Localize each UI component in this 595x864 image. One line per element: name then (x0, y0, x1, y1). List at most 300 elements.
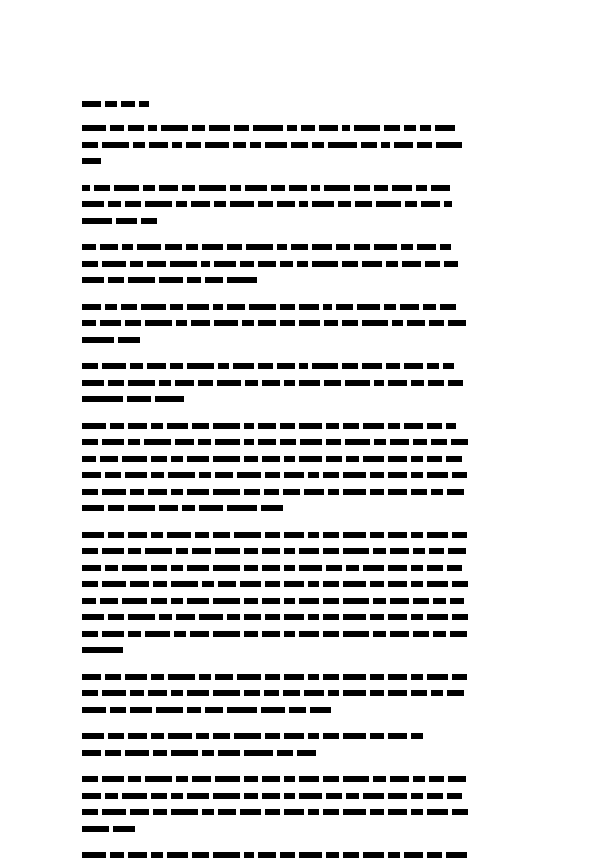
redacted-word (182, 505, 196, 511)
paragraph (82, 180, 513, 230)
redacted-word (155, 396, 185, 402)
redacted-word (284, 456, 295, 462)
redacted-word (250, 142, 261, 148)
redacted-word (244, 423, 255, 429)
redacted-word (122, 244, 133, 250)
redacted-word (110, 125, 124, 131)
redacted-word (170, 261, 197, 267)
text-line (82, 137, 513, 154)
redacted-word (215, 674, 233, 680)
redacted-word (447, 489, 465, 495)
redacted-word (411, 565, 423, 571)
redacted-word (416, 185, 427, 191)
redacted-word (299, 776, 319, 782)
redacted-word (284, 598, 295, 604)
redacted-word (244, 489, 260, 495)
redacted-word (280, 261, 294, 267)
redacted-word (361, 142, 377, 148)
redacted-word (271, 185, 286, 191)
text-line (82, 153, 513, 170)
redacted-word (149, 142, 168, 148)
redacted-word (144, 439, 171, 445)
redacted-word (343, 809, 366, 815)
redacted-word (125, 320, 141, 326)
redacted-word (191, 201, 210, 207)
redacted-word (299, 363, 308, 369)
redacted-word (284, 565, 295, 571)
redacted-word (82, 125, 106, 131)
redacted-word (108, 277, 124, 283)
redacted-word (187, 489, 209, 495)
redacted-word (82, 614, 104, 620)
redacted-word (128, 776, 142, 782)
redacted-word (363, 565, 383, 571)
redacted-word (388, 489, 407, 495)
redacted-word (234, 532, 261, 538)
redacted-word (110, 707, 126, 713)
redacted-word (82, 277, 104, 283)
redacted-word (357, 304, 380, 310)
redacted-word (299, 793, 322, 799)
redacted-word (258, 320, 276, 326)
redacted-word (82, 363, 98, 369)
redacted-word (277, 244, 286, 250)
redacted-word (102, 776, 124, 782)
text-line (82, 120, 513, 137)
redacted-word (363, 793, 383, 799)
redacted-word (244, 631, 259, 637)
redacted-word (130, 707, 152, 713)
redacted-word (433, 631, 445, 637)
redacted-word (311, 185, 320, 191)
redacted-word (405, 201, 417, 207)
redacted-word (82, 158, 101, 164)
text-line (82, 196, 513, 213)
redacted-word (370, 733, 384, 739)
redacted-word (190, 631, 209, 637)
redacted-word (446, 852, 468, 858)
redacted-word (127, 396, 151, 402)
redacted-word (324, 380, 340, 386)
redacted-word (440, 304, 456, 310)
redacted-word (196, 733, 208, 739)
redacted-word (427, 809, 449, 815)
redacted-word (148, 690, 167, 696)
text-line (82, 609, 513, 626)
redacted-word (258, 423, 276, 429)
redacted-word (427, 456, 442, 462)
redacted-word (100, 244, 119, 250)
redacted-word (145, 776, 172, 782)
redacted-word (205, 277, 224, 283)
redacted-word (450, 631, 468, 637)
redacted-word (443, 363, 454, 369)
text-line (82, 642, 513, 659)
redacted-word (300, 439, 322, 445)
redacted-word (82, 423, 106, 429)
redacted-word (326, 793, 342, 799)
redacted-word (363, 456, 383, 462)
redacted-word (262, 548, 280, 554)
redacted-word (230, 185, 241, 191)
redacted-word (213, 304, 224, 310)
redacted-word (171, 809, 198, 815)
redacted-word (343, 423, 359, 429)
redacted-word (141, 304, 165, 310)
redacted-word (354, 185, 370, 191)
redacted-word (354, 125, 380, 131)
redacted-word (404, 423, 423, 429)
redacted-word (118, 337, 140, 343)
redacted-word (370, 690, 384, 696)
redacted-word (346, 456, 360, 462)
redacted-word (215, 548, 239, 554)
redacted-word (265, 809, 280, 815)
redacted-word (370, 614, 384, 620)
text-line (82, 847, 513, 864)
redacted-word (245, 380, 259, 386)
redacted-word (448, 776, 466, 782)
redacted-word (284, 614, 304, 620)
redacted-word (82, 631, 98, 637)
redacted-word (244, 548, 259, 554)
redacted-word (326, 423, 340, 429)
redacted-word (261, 707, 285, 713)
paragraph (82, 358, 513, 408)
redacted-word (388, 380, 407, 386)
redacted-word (388, 674, 407, 680)
redacted-word (343, 852, 359, 858)
redacted-word (148, 489, 167, 495)
redacted-word (151, 423, 163, 429)
redacted-word (388, 532, 407, 538)
redacted-word (427, 363, 439, 369)
redacted-word (209, 125, 231, 131)
redacted-word (400, 304, 419, 310)
redacted-word (362, 320, 388, 326)
redacted-word (145, 201, 172, 207)
redacted-word (133, 142, 145, 148)
redacted-word (346, 565, 360, 571)
redacted-word (413, 439, 427, 445)
redacted-word (105, 304, 117, 310)
redacted-word (381, 142, 390, 148)
redacted-word (153, 809, 167, 815)
redacted-word (217, 380, 241, 386)
redacted-word (447, 690, 465, 696)
redacted-word (299, 598, 319, 604)
redacted-word (308, 733, 319, 739)
redacted-word (151, 472, 165, 478)
redacted-word (363, 423, 383, 429)
redacted-word (299, 631, 319, 637)
redacted-word (411, 809, 423, 815)
redacted-word (323, 472, 339, 478)
redacted-word (343, 733, 366, 739)
redacted-word (284, 776, 295, 782)
redacted-word (176, 614, 195, 620)
section-heading (82, 96, 513, 120)
redacted-word (283, 690, 301, 696)
redacted-word (141, 218, 157, 224)
redacted-word (82, 776, 98, 782)
redacted-word (284, 809, 304, 815)
text-line (82, 626, 513, 643)
redacted-word (376, 201, 402, 207)
text-line (82, 418, 513, 435)
redacted-word (262, 776, 280, 782)
text-line (82, 358, 513, 375)
redacted-word (345, 380, 371, 386)
redacted-word (342, 320, 358, 326)
redacted-word (137, 244, 161, 250)
redacted-word (105, 674, 121, 680)
redacted-word (187, 690, 209, 696)
redacted-word (388, 614, 407, 620)
redacted-word (143, 185, 155, 191)
redacted-word (102, 142, 129, 148)
redacted-word (390, 598, 409, 604)
redacted-word (182, 185, 196, 191)
redacted-word (388, 565, 407, 571)
redacted-word (374, 185, 388, 191)
redacted-word (299, 456, 322, 462)
redacted-word (128, 439, 140, 445)
redacted-word (245, 185, 267, 191)
redacted-word (343, 472, 366, 478)
redacted-word (326, 852, 340, 858)
redacted-word (175, 380, 194, 386)
redacted-word (388, 472, 407, 478)
redacted-word (145, 631, 169, 637)
redacted-word (82, 304, 101, 310)
redacted-word (213, 565, 240, 571)
redacted-word (240, 581, 262, 587)
redacted-word (284, 631, 295, 637)
redacted-word (433, 598, 445, 604)
redacted-word (151, 674, 165, 680)
redacted-word (261, 505, 283, 511)
redacted-word (343, 532, 366, 538)
redacted-word (171, 750, 198, 756)
text-line (82, 788, 513, 805)
redacted-word (388, 809, 407, 815)
redacted-word (130, 581, 149, 587)
redacted-word (122, 456, 146, 462)
redacted-word (319, 125, 338, 131)
redacted-word (176, 320, 187, 326)
redacted-word (343, 489, 366, 495)
redacted-word (388, 793, 407, 799)
redacted-word (289, 707, 305, 713)
redacted-word (304, 690, 324, 696)
text-line (82, 745, 513, 762)
redacted-word (213, 489, 240, 495)
redacted-word (308, 614, 319, 620)
redacted-word (171, 456, 183, 462)
text-line (82, 500, 513, 517)
text-line (82, 180, 513, 197)
redacted-word (308, 532, 319, 538)
redacted-word (336, 244, 350, 250)
redacted-word (411, 456, 423, 462)
paragraph (82, 771, 513, 837)
redacted-word (102, 631, 124, 637)
redacted-word (121, 304, 137, 310)
redacted-word (82, 489, 98, 495)
redacted-word (374, 244, 397, 250)
redacted-word (195, 532, 209, 538)
redacted-word (214, 261, 236, 267)
redacted-word (168, 472, 195, 478)
redacted-word (191, 320, 210, 326)
redacted-word (323, 674, 339, 680)
redacted-word (82, 244, 96, 250)
redacted-word (388, 581, 407, 587)
redacted-word (343, 776, 369, 782)
redacted-word (201, 261, 210, 267)
redacted-word (417, 142, 432, 148)
redacted-word (233, 363, 255, 369)
redacted-word (108, 532, 124, 538)
redacted-word (452, 472, 467, 478)
redacted-word (258, 201, 273, 207)
redacted-word (113, 826, 135, 832)
text-line (82, 728, 513, 745)
redacted-word (324, 320, 338, 326)
redacted-word (82, 337, 114, 343)
redacted-word (323, 733, 339, 739)
redacted-word (213, 456, 240, 462)
redacted-word (151, 852, 163, 858)
redacted-word (82, 439, 98, 445)
redacted-word (159, 185, 178, 191)
redacted-word (187, 598, 209, 604)
redacted-word (373, 631, 387, 637)
redacted-word (392, 320, 403, 326)
text-line (82, 576, 513, 593)
redacted-word (373, 548, 387, 554)
redacted-word (186, 142, 201, 148)
redacted-word (82, 852, 106, 858)
redacted-word (299, 320, 321, 326)
text-line (82, 239, 513, 256)
redacted-word (370, 581, 384, 587)
redacted-word (431, 185, 450, 191)
redacted-word (308, 809, 319, 815)
redacted-word (102, 581, 126, 587)
redacted-word (249, 304, 276, 310)
redacted-word (244, 598, 259, 604)
text-line (82, 771, 513, 788)
redacted-word (312, 244, 332, 250)
redacted-word (429, 548, 444, 554)
redacted-word (199, 185, 226, 191)
text-line (82, 375, 513, 392)
redacted-word (394, 142, 413, 148)
redacted-word (128, 125, 144, 131)
redacted-word (262, 631, 280, 637)
redacted-word (82, 261, 98, 267)
redacted-word (284, 532, 304, 538)
redacted-word (411, 532, 423, 538)
redacted-word (427, 674, 449, 680)
redacted-word (384, 125, 400, 131)
redacted-word (122, 598, 146, 604)
redacted-word (262, 598, 280, 604)
redacted-word (411, 489, 427, 495)
redacted-word (165, 244, 181, 250)
redacted-word (244, 439, 255, 445)
redacted-word (82, 674, 101, 680)
redacted-word (446, 423, 457, 429)
redacted-word (128, 532, 147, 538)
redacted-word (199, 505, 223, 511)
redacted-word (258, 439, 276, 445)
redacted-word (265, 581, 280, 587)
redacted-word (448, 320, 466, 326)
redacted-word (125, 201, 141, 207)
redacted-word (130, 363, 142, 369)
redacted-word (198, 439, 212, 445)
redacted-word (128, 380, 155, 386)
redacted-word (128, 631, 142, 637)
redacted-word (159, 505, 178, 511)
redacted-word (429, 776, 444, 782)
redacted-word (328, 489, 339, 495)
redacted-word (343, 674, 366, 680)
redacted-word (362, 363, 382, 369)
redacted-word (373, 776, 387, 782)
redacted-word (431, 690, 443, 696)
redacted-word (167, 532, 191, 538)
redacted-word (227, 614, 239, 620)
redacted-word (215, 776, 239, 782)
redacted-word (299, 548, 319, 554)
redacted-word (262, 456, 280, 462)
redacted-word (82, 472, 101, 478)
redacted-word (121, 101, 135, 107)
redacted-word (265, 614, 280, 620)
redacted-word (343, 631, 369, 637)
redacted-word (431, 439, 447, 445)
paragraph (82, 669, 513, 719)
text-line (82, 391, 513, 408)
redacted-word (151, 456, 167, 462)
redacted-word (187, 793, 209, 799)
redacted-word (187, 565, 209, 571)
redacted-word (326, 565, 342, 571)
text-line (82, 434, 513, 451)
redacted-word (161, 125, 188, 131)
redacted-word (110, 423, 124, 429)
redacted-word (148, 125, 157, 131)
redacted-word (404, 125, 416, 131)
redacted-word (82, 185, 90, 191)
redacted-word (310, 707, 332, 713)
redacted-word (299, 201, 308, 207)
redacted-word (411, 581, 423, 587)
redacted-word (447, 565, 462, 571)
redacted-word (186, 244, 198, 250)
redacted-word (240, 809, 262, 815)
redacted-word (102, 261, 126, 267)
redacted-word (100, 598, 119, 604)
redacted-word (199, 614, 223, 620)
redacted-word (230, 201, 254, 207)
redacted-word (345, 439, 371, 445)
redacted-word (176, 201, 187, 207)
